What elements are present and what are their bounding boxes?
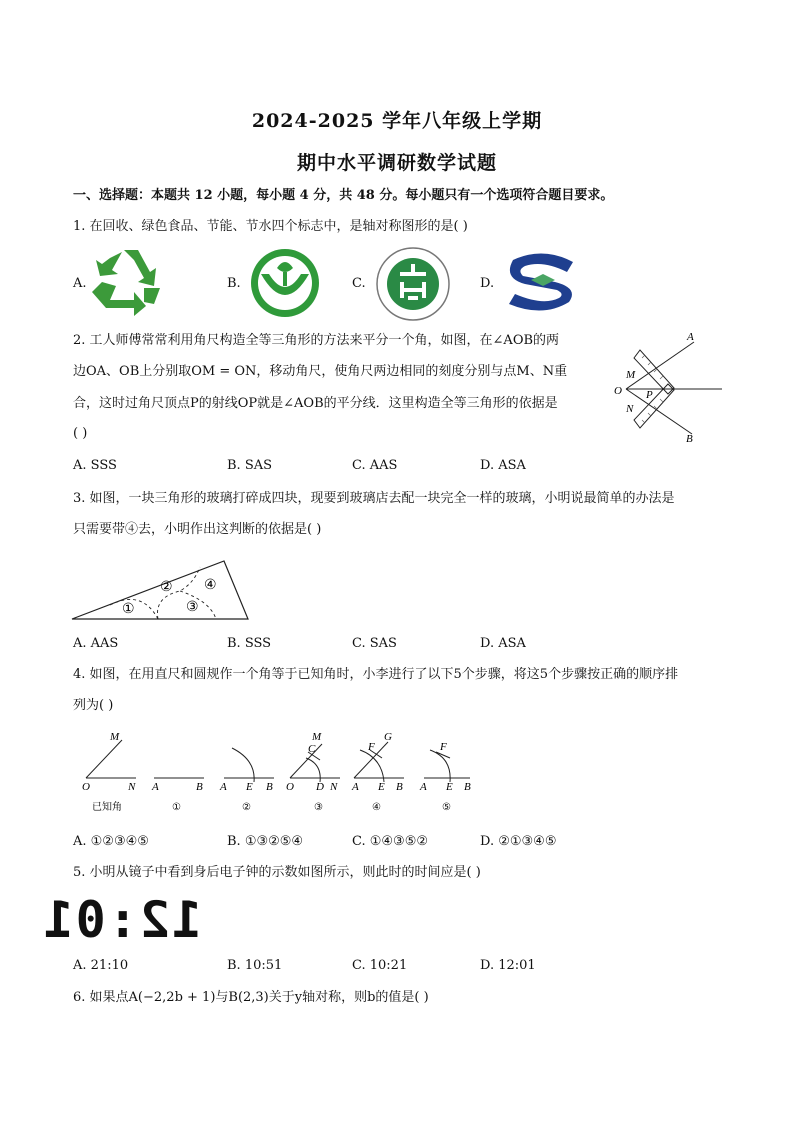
q5-option-a[interactable]: A. 21:10 xyxy=(73,958,129,973)
q3-option-d[interactable]: D. ASA xyxy=(480,636,526,651)
green-food-icon xyxy=(247,246,323,320)
q3-line2: 只需要带④去，小明作出这判断的依据是( ) xyxy=(73,522,322,537)
q1-option-a[interactable]: A. xyxy=(73,276,87,291)
q3-broken-triangle-figure xyxy=(70,553,250,623)
q4-label-b1: B xyxy=(196,781,203,793)
q4-caption-5: ⑤ xyxy=(442,802,451,813)
q4-caption-4: ④ xyxy=(372,802,381,813)
q3-line1: 3. 如图，一块三角形的玻璃打碎成四块，现要到玻璃店去配一块完全一样的玻璃，小明说最简单的办法是 xyxy=(73,491,675,506)
q4-label-e5: E xyxy=(446,781,453,793)
q4-label-f4: F xyxy=(368,741,375,753)
water-saving-icon xyxy=(503,252,581,314)
q4-label-d3: D xyxy=(316,781,324,793)
q2-option-c[interactable]: C. AAS xyxy=(352,458,398,473)
q4-label-e4: E xyxy=(378,781,385,793)
recycle-icon xyxy=(88,246,166,318)
q2-option-b[interactable]: B. SAS xyxy=(227,458,273,473)
q4-label-a4: A xyxy=(352,781,359,793)
q2-line3: 合，这时过角尺顶点P的射线OP就是∠AOB的平分线．这里构造全等三角形的依据是 xyxy=(73,396,558,411)
q2-line2: 边OA、OB上分别取OM = ON，移动角尺，使角尺两边相同的刻度分别与点M、N重 xyxy=(73,364,568,379)
q4-label-a1: A xyxy=(152,781,159,793)
q4-line1: 4. 如图，在用直尺和圆规作一个角等于已知角时，小李进行了以下5个步骤，将这5个步骤按正确的顺序排 xyxy=(73,667,679,682)
q4-label-b5: B xyxy=(464,781,471,793)
q4-option-b[interactable]: B. ①③②⑤④ xyxy=(227,834,304,849)
q2-label-a: A xyxy=(687,331,694,343)
q4-label-a5: A xyxy=(420,781,427,793)
exam-title-line2: 期中水平调研数学试题 xyxy=(296,152,497,174)
q5-option-c[interactable]: C. 10:21 xyxy=(352,958,408,973)
exam-title-line1: 2024-2025 学年八年级上学期 xyxy=(251,110,543,132)
q2-label-m: M xyxy=(626,369,636,381)
q4-construction-steps-figure xyxy=(78,728,478,816)
q2-angle-ruler-figure xyxy=(612,328,728,446)
q2-label-o: O xyxy=(614,385,622,397)
q3-piece-3: ③ xyxy=(186,599,199,615)
q2-label-n: N xyxy=(626,403,634,415)
q5-option-b[interactable]: B. 10:51 xyxy=(227,958,283,973)
q2-label-p: P xyxy=(646,389,653,401)
q2-option-a[interactable]: A. SSS xyxy=(73,458,117,473)
q4-line2: 列为( ) xyxy=(73,698,114,713)
q6-stem: 6. 如果点A(−2,2b + 1)与B(2,3)关于y轴对称，则b的值是( ) xyxy=(73,990,429,1005)
q4-label-m1: M xyxy=(110,731,120,743)
q4-caption-2: ② xyxy=(242,802,251,813)
q2-label-b: B xyxy=(686,433,693,445)
q5-stem: 5. 小明从镜子中看到身后电子钟的示数如图所示，则此时的时间应是( ) xyxy=(73,865,481,880)
q1-stem: 1. 在回收、绿色食品、节能、节水四个标志中，是轴对称图形的是( ) xyxy=(73,219,468,234)
q4-label-o3: O xyxy=(286,781,294,793)
q4-option-a[interactable]: A. ①②③④⑤ xyxy=(73,834,149,849)
q4-caption-known: 已知角 xyxy=(92,802,122,813)
q2-option-d[interactable]: D. ASA xyxy=(480,458,526,473)
q3-option-a[interactable]: A. AAS xyxy=(73,636,119,651)
q3-option-c[interactable]: C. SAS xyxy=(352,636,397,651)
q4-label-b4: B xyxy=(396,781,403,793)
q2-line1: 2. 工人师傅常常利用角尺构造全等三角形的方法来平分一个角，如图，在∠AOB的两 xyxy=(73,333,560,348)
q4-label-e2: E xyxy=(246,781,253,793)
q4-label-g4: G xyxy=(384,731,392,743)
q2-line4: ( ) xyxy=(73,426,88,441)
q4-option-d[interactable]: D. ②①③④⑤ xyxy=(480,834,557,849)
q4-option-c[interactable]: C. ①④③⑤② xyxy=(352,834,429,849)
q4-caption-3: ③ xyxy=(314,802,323,813)
section-heading: 一、选择题：本题共 12 小题，每小题 4 分，共 48 分。每小题只有一个选项符合题目要求。 xyxy=(73,188,614,203)
mirror-clock-digits: 12:01 xyxy=(41,891,202,949)
q4-caption-1: ① xyxy=(172,802,181,813)
energy-saving-icon xyxy=(374,246,452,322)
q4-label-o1: O xyxy=(82,781,90,793)
q4-label-b2: B xyxy=(266,781,273,793)
q4-label-f5: F xyxy=(440,741,447,753)
q4-label-n3: N xyxy=(330,781,338,793)
mirror-clock-display xyxy=(41,891,202,949)
q5-option-d[interactable]: D. 12:01 xyxy=(480,958,536,973)
q1-option-c[interactable]: C. xyxy=(352,276,366,291)
q4-label-a2: A xyxy=(220,781,227,793)
q3-piece-2: ② xyxy=(160,579,173,595)
q1-option-d[interactable]: D. xyxy=(480,276,495,291)
q4-label-m3: M xyxy=(312,731,322,743)
q4-label-n1: N xyxy=(128,781,136,793)
q3-option-b[interactable]: B. SSS xyxy=(227,636,272,651)
q4-label-c3: C xyxy=(308,743,316,755)
q1-option-b[interactable]: B. xyxy=(227,276,241,291)
q3-piece-4: ④ xyxy=(204,577,217,593)
q3-piece-1: ① xyxy=(122,601,135,617)
